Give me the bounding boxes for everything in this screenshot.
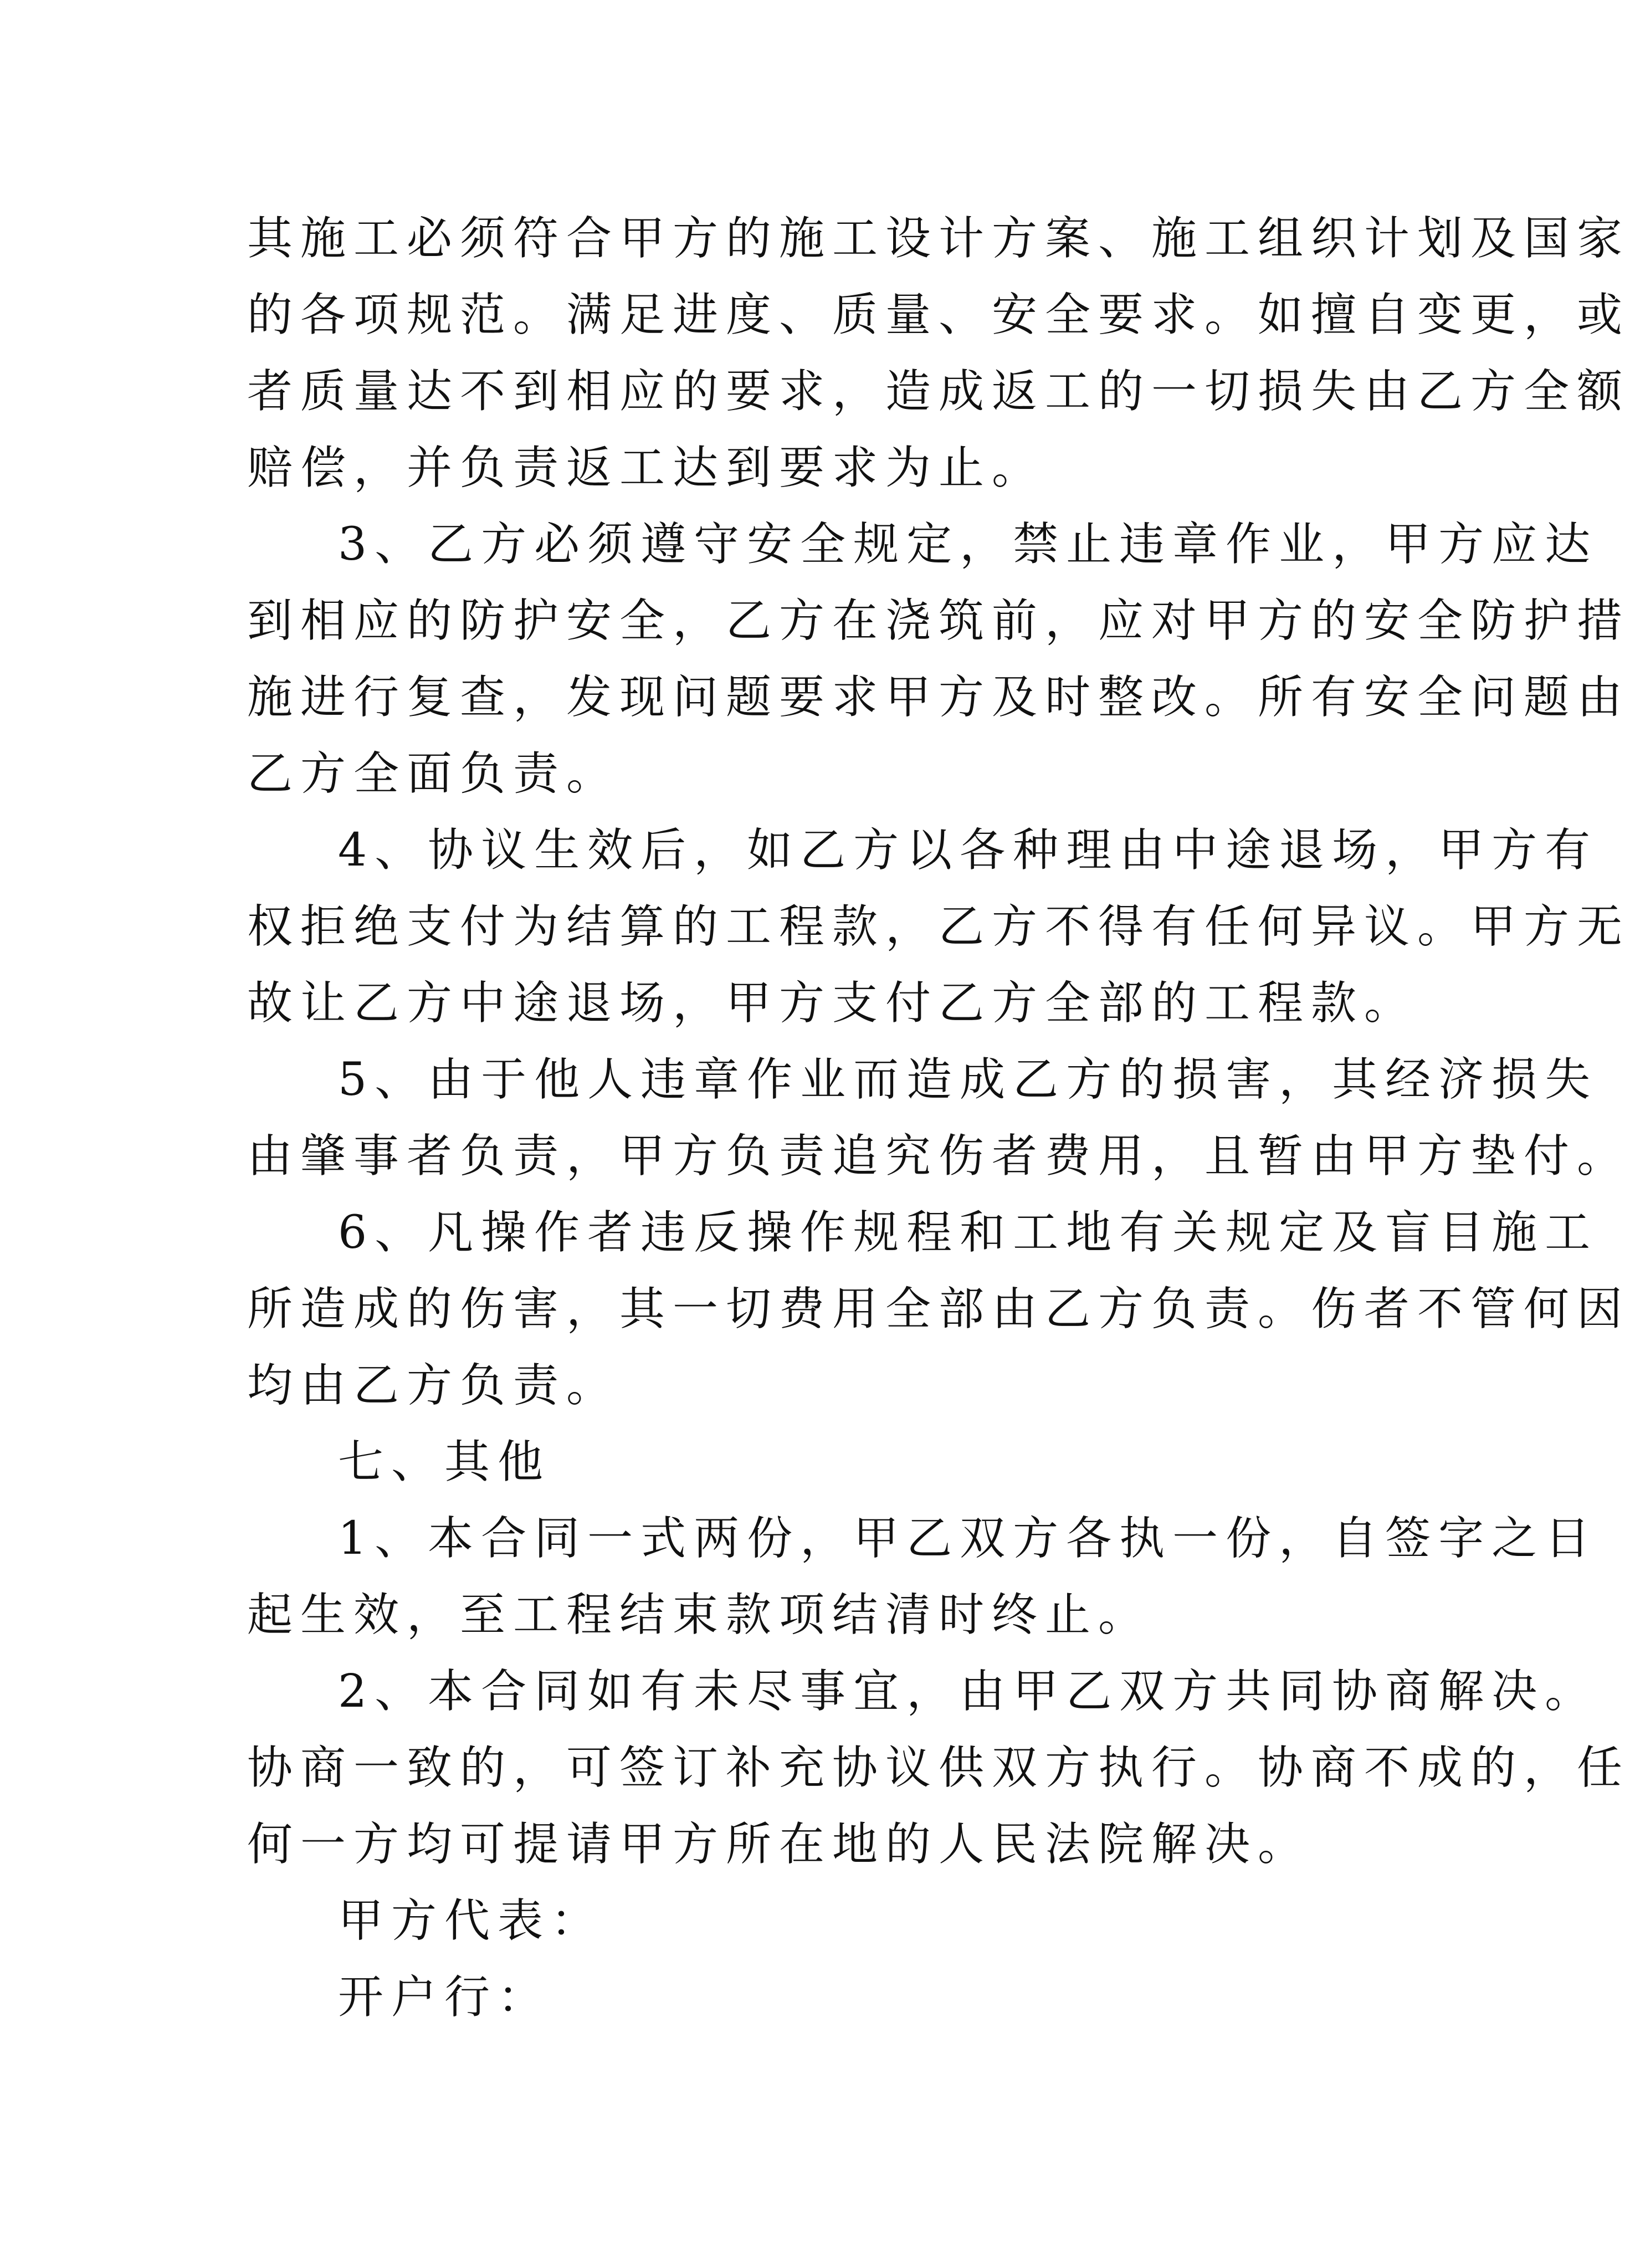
clause-6-line: 6、凡操作者违反操作规程和工地有关规定及盲目施工 (338, 1206, 1598, 1259)
contract-body-text (247, 201, 1630, 2036)
text-line: 由肇事者负责，甲方负责追究伤者费用，且暂由甲方垫付。 (247, 1130, 1630, 1182)
clause-5-line: 5、由于他人违章作业而造成乙方的损害，其经济损失 (338, 1053, 1598, 1106)
text-line: 权拒绝支付为结算的工程款，乙方不得有任何异议。甲方无 (247, 900, 1630, 953)
text-line: 协商一致的，可签订补充协议供双方执行。协商不成的，任 (247, 1742, 1630, 1794)
other-clause-2-line: 2、本合同如有未尽事宜，由甲乙双方共同协商解决。 (338, 1665, 1598, 1718)
text-line: 所造成的伤害，其一切费用全部由乙方负责。伤者不管何因 (247, 1283, 1630, 1335)
text-line: 故让乙方中途退场，甲方支付乙方全部的工程款。 (247, 977, 1418, 1030)
party-a-representative-label: 甲方代表： (338, 1895, 604, 1947)
text-line: 赔偿，并负责返工达到要求为止。 (247, 442, 1045, 494)
clause-3-line: 3、乙方必须遵守安全规定，禁止违章作业，甲方应达 (338, 518, 1598, 571)
text-line: 施进行复查，发现问题要求甲方及时整改。所有安全问题由 (247, 671, 1630, 724)
text-line: 均由乙方负责。 (247, 1359, 620, 1412)
other-clause-1-line: 1、本合同一式两份，甲乙双方各执一份，自签字之日 (338, 1512, 1598, 1565)
text-line: 乙方全面负责。 (247, 748, 620, 800)
section-seven-heading: 七、其他 (338, 1436, 551, 1488)
bank-label: 开户行： (338, 1971, 551, 2024)
text-line: 的各项规范。满足进度、质量、安全要求。如擅自变更，或 (247, 289, 1630, 341)
text-line: 起生效，至工程结束款项结清时终止。 (247, 1589, 1152, 1641)
text-line: 其施工必须符合甲方的施工设计方案、施工组织计划及国家 (247, 212, 1630, 265)
text-line: 何一方均可提请甲方所在地的人民法院解决。 (247, 1818, 1311, 1871)
clause-4-line: 4、协议生效后，如乙方以各种理由中途退场，甲方有 (338, 824, 1598, 877)
text-line: 到相应的防护安全，乙方在浇筑前，应对甲方的安全防护措 (247, 595, 1630, 647)
text-line: 者质量达不到相应的要求，造成返工的一切损失由乙方全额 (247, 365, 1630, 418)
